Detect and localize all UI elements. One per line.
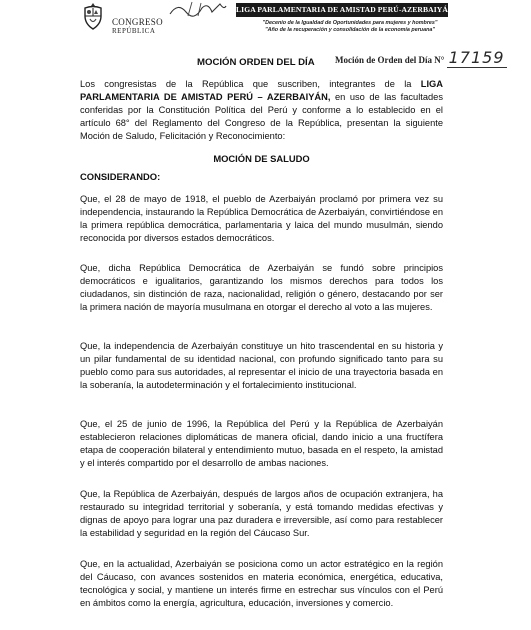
paragraph-6: Que, en la actualidad, Azerbaiyán se posiciona como un actor estratégico en la región del Cáucaso, con avances sostenidos en materia económica, energética, educativa, tecnológica y social, y mantiene un interés firme en estrechar sus vínculos con el Perú en ámbitos como la energía, agricultura, educación, inversiones y comercio. <box>80 559 443 608</box>
intro-bold-league: LIGA PARLAMENTARIA DE AMISTAD PERÚ – AZERBAIYÁN, <box>80 79 443 102</box>
decenio-line-2: "Año de la recuperación y consolidación de la economía peruana" <box>265 27 435 33</box>
motion-title: MOCIÓN ORDEN DEL DÍA <box>197 57 315 68</box>
paragraph-2: Que, dicha República Democrática de Azerbaiyán se fundó sobre principios democráticos e igualitarios, garantizando los mismos derechos para todos los ciudadanos, sin distinción de raza, nacionalidad, religión o género, destacando por ser la primera nación de mayoría musulmana en otorgar el derecho al voto a las mujeres. <box>80 263 443 312</box>
considerando-label: CONSIDERANDO: <box>80 171 161 182</box>
congreso-name: CONGRESO <box>112 17 163 27</box>
paragraph-1: Que, el 28 de mayo de 1918, el pueblo de Azerbaiyán proclamó por primera vez su independencia, instaurando la República Democrática de Azerbaiyán, convirtiéndose en la primera república democrática, parlamentaria y laica del mundo musulmán, siendo reconocida por diversos estados democráticos. <box>80 194 443 243</box>
intro-paragraph <box>80 78 443 143</box>
motion-number-value: 17159 <box>448 48 505 67</box>
intro-text-2: en uso de las facultades conferidas por la Constitución Política del Perú y conforme a lo establecido en el artículo 68° del Reglamento del Congreso de la República, presentan la siguiente Moción de Saludo, Felicitación y Reconocimiento: <box>80 92 443 141</box>
congreso-sub: REPÚBLICA <box>112 27 156 35</box>
motion-number-stamp <box>335 48 507 67</box>
motion-number-label: Moción de Orden del Día N° <box>335 55 445 65</box>
paragraph-4: Que, el 25 de junio de 1996, la República del Perú y la República de Azerbaiyán establecieron relaciones diplomáticas de manera oficial, dando inicio a una fructífera etapa de cooperación bilateral y entendimiento mutuo, basada en el respeto, la amistad y el interés compartido por el desarrollo de ambas naciones. <box>80 419 443 468</box>
decenio-line-1: "Decenio de la Igualdad de Oportunidades para mujeres y hombres" <box>262 20 438 26</box>
intro-text-1: Los congresistas de la República que suscriben, integrantes de la <box>80 79 421 89</box>
handwritten-signature-icon <box>168 0 228 18</box>
congreso-logo-text <box>112 18 163 36</box>
coat-of-arms-icon <box>80 2 106 30</box>
paragraph-5: Que, la República de Azerbaiyán, después de largos años de ocupación extranjera, ha restaurado su integridad territorial y soberanía, y está tomando medidas efectivas y dignas de apoyo para lograr una paz duradera e irreversible, así como para restablecer la estabilidad y seguridad en la región del Cáucaso Sur. <box>80 489 443 538</box>
liga-banner: LIGA PARLAMENTARIA DE AMISTAD PERÚ-AZERBAIYÁN <box>236 3 448 17</box>
paragraph-3: Que, la independencia de Azerbaiyán constituye un hito trascendental en su historia y un pilar fundamental de su identidad nacional, con profundo significado tanto para su pueblo como para sus autoridades, al representar el inicio de una trayectoria basada en la soberanía, la autodeterminación y el fortalecimiento institucional. <box>80 341 443 390</box>
document-header <box>0 0 531 42</box>
decenio-text <box>250 20 450 34</box>
section-title: MOCIÓN DE SALUDO <box>213 153 310 164</box>
